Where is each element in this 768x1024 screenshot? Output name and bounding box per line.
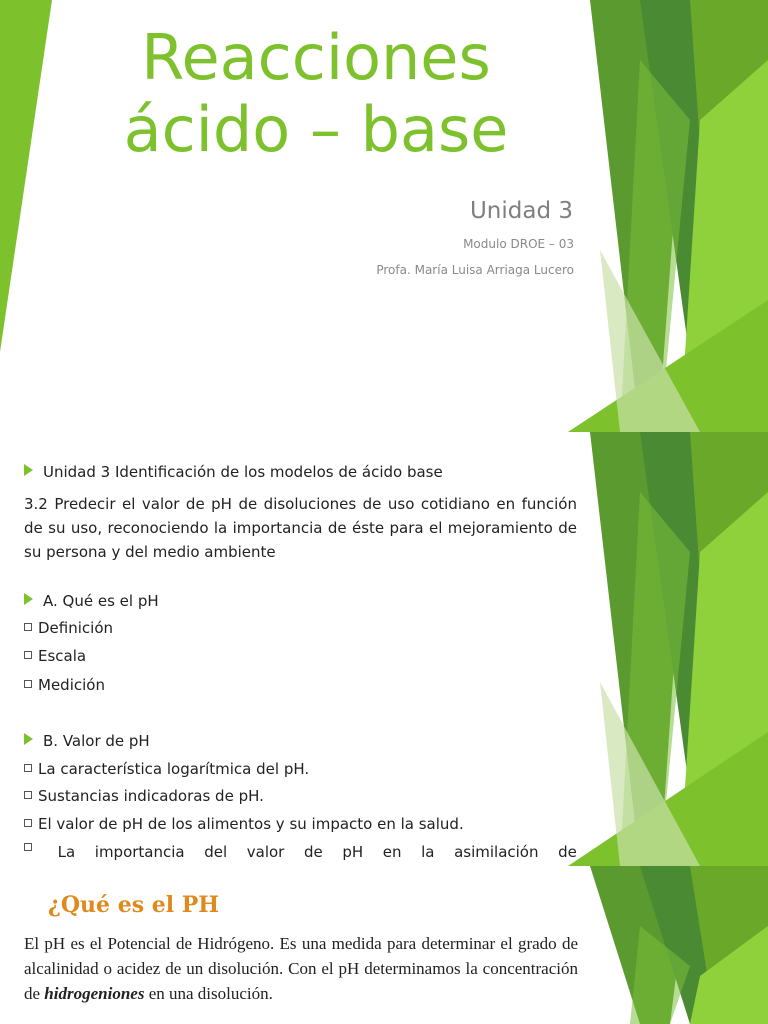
list-item — [24, 815, 464, 833]
square-bullet-icon — [24, 791, 32, 799]
heading-row — [24, 463, 443, 481]
word: importancia — [94, 843, 185, 861]
word: pH — [342, 843, 364, 861]
triangle-bullet-icon — [24, 733, 33, 745]
unit-subtitle: Unidad 3 — [469, 198, 573, 224]
module-label: Modulo DROE – 03 — [463, 237, 574, 251]
section-a-row — [24, 592, 159, 610]
list-item — [24, 760, 309, 778]
square-bullet-icon — [24, 623, 32, 631]
definition-slide — [0, 866, 768, 1024]
slide-title: ¿Qué es el PH — [48, 892, 220, 918]
list-item-cut — [24, 843, 577, 861]
word: valor — [246, 843, 285, 861]
definition-text-part: en una disolución. — [144, 984, 273, 1003]
list-item-text: El valor de pH de los alimentos y su impacto en la salud. — [38, 815, 464, 833]
list-item-text: Definición — [38, 619, 113, 637]
title-line-2: ácido – base — [123, 93, 509, 166]
title-line-1: Reacciones — [141, 21, 491, 94]
square-bullet-icon — [24, 819, 32, 827]
list-item — [24, 619, 113, 637]
list-item-text: Escala — [38, 647, 87, 665]
word: de — [303, 843, 323, 861]
section-a-heading: A. Qué es el pH — [43, 592, 159, 610]
word: La — [57, 843, 76, 861]
title-slide — [0, 0, 768, 432]
section-b-row — [24, 732, 150, 750]
definition-text — [24, 931, 578, 1006]
square-bullet-icon — [24, 843, 32, 851]
square-bullet-icon — [24, 651, 32, 659]
author-label: Profa. María Luisa Arriaga Lucero — [376, 263, 574, 277]
word: en — [382, 843, 402, 861]
list-item-text: Sustancias indicadoras de pH. — [38, 787, 264, 805]
list-item — [24, 647, 86, 665]
section-b-heading: B. Valor de pH — [43, 732, 150, 750]
word: la — [421, 843, 435, 861]
content-slide — [0, 432, 768, 866]
list-item — [24, 676, 105, 694]
list-item — [24, 787, 264, 805]
triangle-bullet-icon — [24, 593, 33, 605]
list-item-text: Medición — [38, 676, 105, 694]
objective-paragraph: 3.2 Predecir el valor de pH de disoluciones de uso cotidiano en función de su uso, reconociendo la importancia de éste para el mejoramiento de su persona y del medio ambiente — [24, 495, 577, 561]
word: asimilación — [454, 843, 539, 861]
list-item-text: La característica logarítmica del pH. — [38, 760, 310, 778]
definition-text-part: El pH es el Potencial de Hidrógeno. Es una medida para determinar el grado de alcalinidad o acidez de un disolución. Con el pH determinamos la concentración de — [24, 934, 578, 1003]
square-bullet-icon — [24, 764, 32, 772]
triangle-bullet-icon — [24, 464, 33, 476]
word: del — [204, 843, 228, 861]
emphasis-term: hidrogeniones — [44, 984, 145, 1003]
slide-title — [96, 22, 536, 166]
square-bullet-icon — [24, 680, 32, 688]
unit-heading: Unidad 3 Identificación de los modelos de ácido base — [43, 463, 443, 481]
word: de — [558, 843, 577, 861]
